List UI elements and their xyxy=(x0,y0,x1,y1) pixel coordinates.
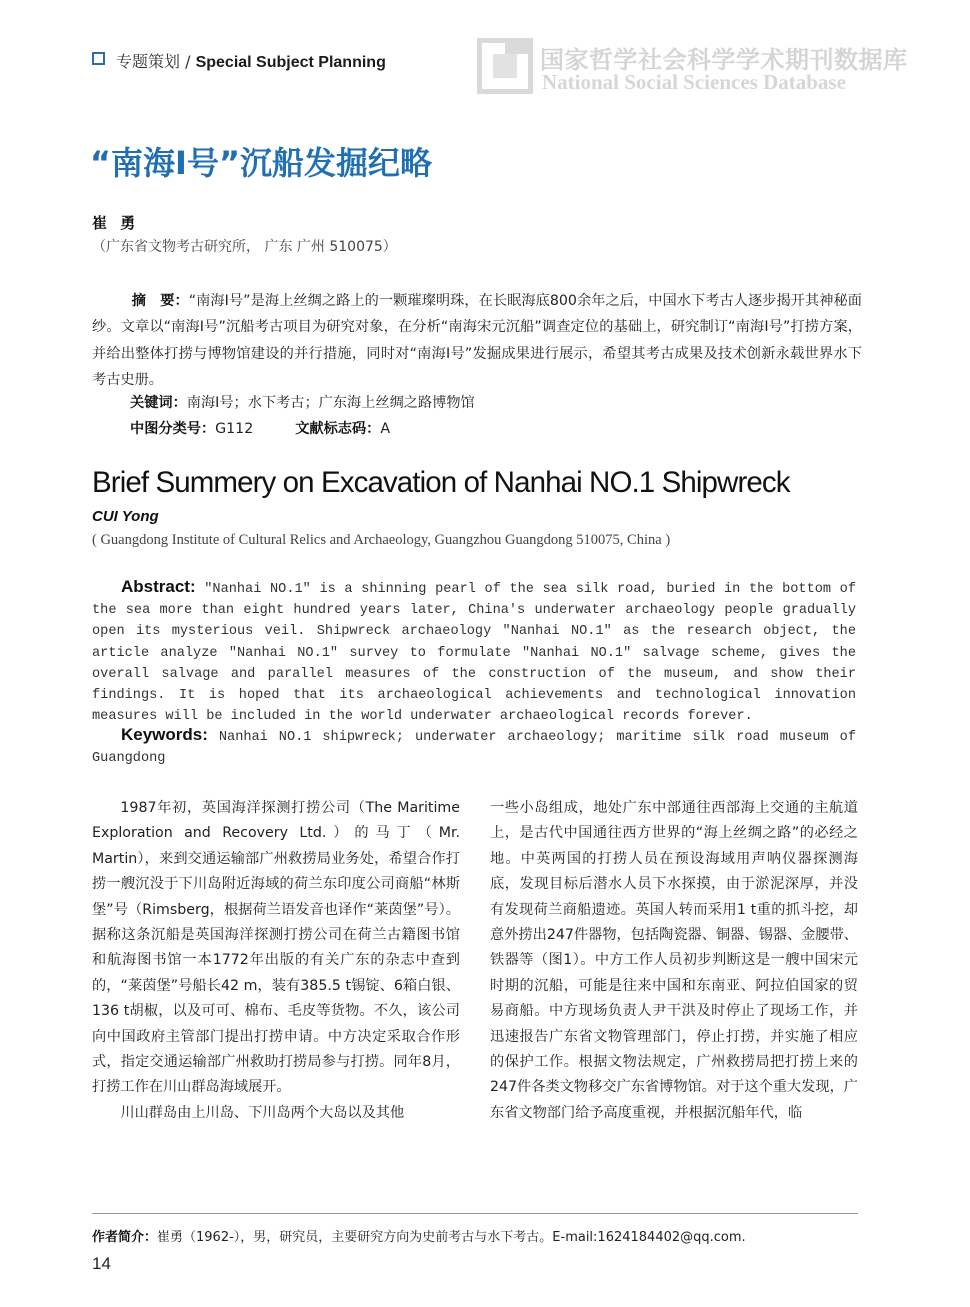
keywords-cn-text: 南海Ⅰ号；水下考古；广东海上丝绸之路博物馆 xyxy=(186,395,475,411)
section-header-en: Special Subject Planning xyxy=(195,54,386,71)
clc-value: G112 xyxy=(215,421,254,437)
watermark-logo-icon xyxy=(477,38,533,94)
body-paragraph: 川山群岛由上川岛、下川岛两个大岛以及其他 xyxy=(120,1104,405,1121)
affiliation-cn: （广东省文物考古研究所， 广东 广州 510075） xyxy=(92,239,397,255)
author-bio-label: 作者简介： xyxy=(92,1230,158,1245)
clc-label: 中图分类号： xyxy=(130,421,216,437)
body-paragraph: 一些小岛组成，地处广东中部通往西部海上交通的主航道上，是古代中国通往西方世界的“海上丝绸之路”的必经之地。中英两国的打捞人员在预设海域用声呐仪器探测海底，发现目标后潜水人员下水探摸，由于淤泥深厚，并没有发现荷兰商船遗迹。英国人转而采用1 t重的抓斗挖，却意外捞出247件器物，包括陶瓷器、铜器、锡器、金腰带、铁器等（图1）。中方工作人员初步判断这是一艘中国宋元时期的沉船，可能是往来中国和东南亚、阿拉伯国家的贸易商船。中方现场负责人尹干洪及时停止了现场工作，并迅速报告广东省文物管理部门，停止打捞，并实施了相应的保护工作。根据文物法规定，广州救捞局把打捞上来的247件各类文物移交广东省博物馆。对于这个重大发现，广东省文物部门给予高度重视，并根据沉船年代，临 xyxy=(490,800,858,1121)
abstract-en xyxy=(92,576,856,727)
body-paragraph: 1987年初，英国海洋探测打捞公司（The Maritime Exploration and Recovery Ltd.）的马丁（Mr. Martin），来到交通运输部广州救捞局业务处，希望合作打捞一艘沉没于下川岛附近海域的荷兰东印度公司商船“林斯堡”号（Rimsberg，根据荷兰语发音也译作“莱茵堡”号）。据称这条沉船是英国海洋探测打捞公司在荷兰古籍图书馆和航海图书馆一本1772年出版的有关广东的杂志中查到的，“莱茵堡”号船长42 m，装有385.5 t锡锭、6箱白银、136 t胡椒，以及可可、棉布、毛皮等货物。不久，该公司向中国政府主管部门提出打捞申请。中方决定采取合作形式，指定交通运输部广州救助打捞局参与打捞。同年8月，打捞工作在川山群岛海域展开。 xyxy=(92,800,460,1096)
author-name-cn: 崔 勇 xyxy=(92,214,140,232)
affiliation-en: ( Guangdong Institute of Cultural Relics and Archaeology, Guangzhou Guangdong 510075, China ) xyxy=(92,532,671,548)
keywords-en-text: Nanhai NO.1 shipwreck; underwater archaeology; maritime silk road museum of Guangdong xyxy=(92,730,856,767)
body-column-left xyxy=(92,796,460,1126)
section-header xyxy=(116,49,386,72)
author-bio-text: 崔勇（1962-），男，研究员，主要研究方向为史前考古与水下考古。E-mail:1624184402@qq.com. xyxy=(157,1230,746,1245)
doc-code-value: A xyxy=(380,421,391,437)
classification-line xyxy=(130,418,390,438)
abstract-en-text: "Nanhai NO.1" is a shinning pearl of the sea silk road, buried in the bottom of the sea more than eight hundred years later, China's underwater archaeology people gradually open its mysterious veil. Shipwreck archaeology "Nanhai NO.1" as the research object, the article analyze "Nanhai NO.1" survey to formulate "Nanhai NO.1" salvage scheme, gives the overall salvage and parallel measures of the construction of the museum, and show their findings. It is hoped that its archaeological achievements and technological innovation measures will be included in the world underwater archaeological records forever. xyxy=(92,582,856,725)
watermark-text-cn: 国家哲学社会科学学术期刊数据库 xyxy=(540,46,908,74)
article-title-cn: “南海Ⅰ号”沉船发掘纪略 xyxy=(90,144,432,182)
keywords-en xyxy=(92,724,856,769)
footnote-divider xyxy=(92,1213,858,1214)
section-header-cn: 专题策划 / xyxy=(116,52,196,71)
abstract-cn-text: “南海Ⅰ号”是海上丝绸之路上的一颗璀璨明珠，在长眠海底800余年之后，中国水下考古人逐步揭开其神秘面纱。文章以“南海Ⅰ号”沉船考古项目为研究对象，在分析“南海宋元沉船”调查定位的基础上，研究制订“南海Ⅰ号”打捞方案，并给出整体打捞与博物馆建设的并行措施，同时对“南海Ⅰ号”发掘成果进行展示，希望其考古成果及技术创新永载世界水下考古史册。 xyxy=(92,293,862,388)
keywords-en-label: Keywords: xyxy=(121,725,208,744)
abstract-en-label: Abstract: xyxy=(121,577,196,596)
keywords-cn-label: 关键词： xyxy=(130,395,187,411)
body-column-right xyxy=(490,796,858,1126)
doc-code-label: 文献标志码： xyxy=(295,421,381,437)
watermark-text-en: National Social Sciences Database xyxy=(542,70,846,94)
abstract-cn-label: 摘 要： xyxy=(131,293,189,309)
abstract-cn xyxy=(92,288,862,393)
author-name-en: CUI Yong xyxy=(92,508,159,525)
section-marker-icon xyxy=(92,52,105,65)
keywords-cn xyxy=(130,392,475,412)
article-title-en: Brief Summery on Excavation of Nanhai NO.1 Shipwreck xyxy=(92,466,790,499)
page-number: 14 xyxy=(92,1254,111,1273)
author-bio-footnote xyxy=(92,1226,746,1245)
